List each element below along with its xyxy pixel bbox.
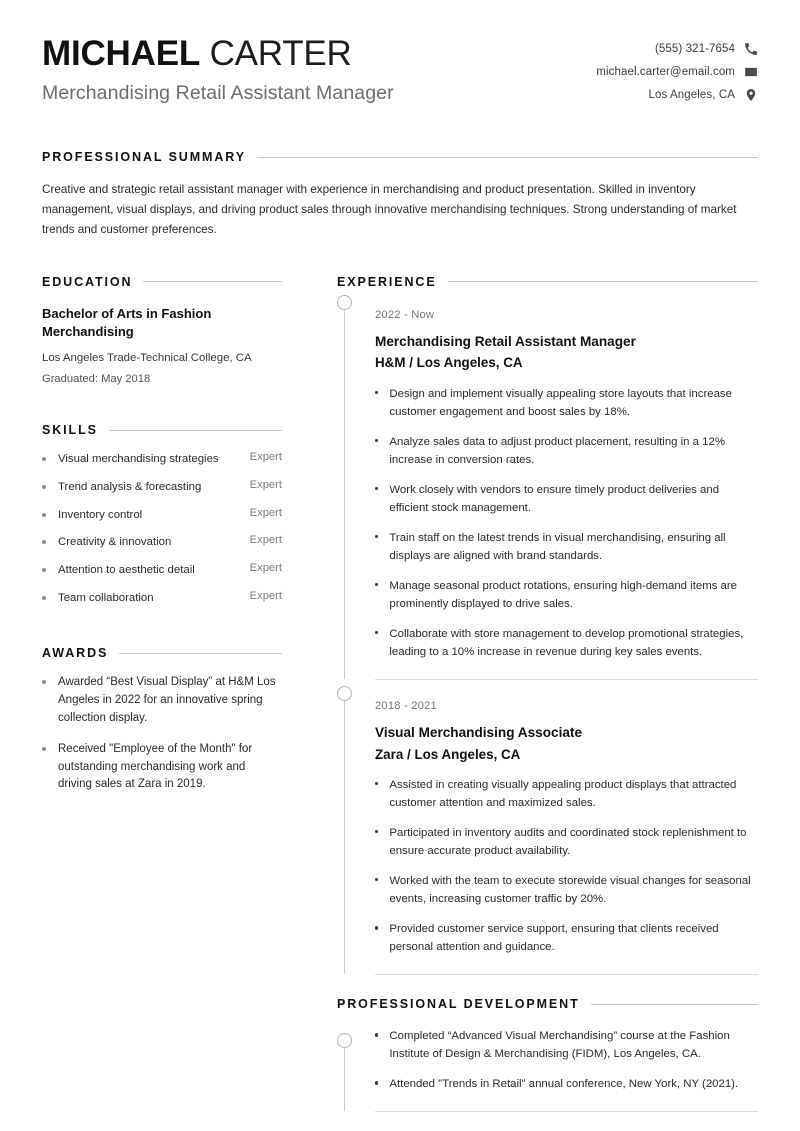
bullet-icon [42, 513, 46, 517]
bullet-text: Worked with the team to execute storewide visual changes for seasonal events, increasing customer traffic by 20%. [389, 875, 751, 906]
bullet-text: Train staff on the latest trends in visual merchandising, ensuring all displays are aligned with brand standards. [389, 531, 726, 562]
timeline-marker-icon [337, 295, 352, 310]
list-item [375, 577, 758, 613]
skills-section [42, 423, 282, 606]
summary-heading [42, 150, 758, 164]
bullet-text: Attended "Trends in Retail" annual conference, New York, NY (2021). [389, 1078, 739, 1091]
experience-bullets [375, 385, 758, 661]
contact-email[interactable] [596, 65, 758, 79]
professional-development-heading [337, 997, 758, 1011]
list-item [375, 433, 758, 469]
list-item [375, 872, 758, 908]
body-columns [42, 275, 758, 1113]
list-item [375, 529, 758, 565]
skills-list [42, 451, 282, 606]
last-name: CARTER [209, 34, 352, 73]
experience-heading-text: EXPERIENCE [337, 274, 437, 289]
bullet-text: Collaborate with store management to develop promotional strategies, leading to a 10% increase in revenue during key sales events. [389, 627, 744, 658]
education-graduation: Graduated: May 2018 [42, 373, 151, 386]
professional-development-bullets [375, 1027, 758, 1093]
list-item [375, 920, 758, 956]
list-item [42, 507, 282, 524]
bullet-icon [375, 487, 378, 490]
list-item [375, 1075, 758, 1093]
timeline-marker-icon [337, 686, 352, 701]
bullet-text: Assisted in creating visually appealing product displays that attracted customer attention and maximized sales. [389, 779, 737, 810]
experience-section [337, 275, 758, 976]
bullet-icon [375, 1081, 378, 1084]
list-item [375, 625, 758, 661]
bullet-icon [375, 1033, 378, 1036]
summary-heading-text: PROFESSIONAL SUMMARY [42, 150, 246, 165]
skill-level: Expert [249, 589, 282, 602]
bullet-icon [375, 782, 378, 785]
awards-section [42, 646, 282, 794]
heading-rule [448, 281, 758, 282]
contact-phone-text: (555) 321-7654 [654, 43, 735, 55]
professional-development-section [337, 997, 758, 1112]
contact-phone[interactable] [655, 42, 758, 56]
skill-name: Creativity & innovation [58, 536, 172, 549]
skills-heading-text: SKILLS [42, 423, 98, 438]
experience-date: 2022 - Now [375, 308, 435, 321]
list-item [42, 674, 282, 727]
bullet-icon [42, 568, 46, 572]
skill-name: Visual merchandising strategies [58, 453, 219, 466]
skill-name: Attention to aesthetic detail [58, 564, 195, 577]
heading-rule [143, 281, 282, 282]
skill-level: Expert [249, 479, 282, 492]
skill-level: Expert [249, 506, 282, 519]
awards-heading [42, 646, 282, 660]
bullet-text: Participated in inventory audits and coordinated stock replenishment to ensure accurate product availability. [389, 827, 747, 858]
professional-development-heading-text: PROFESSIONAL DEVELOPMENT [337, 997, 580, 1012]
resume-header [42, 34, 758, 105]
experience-heading [337, 275, 758, 289]
bullet-icon [375, 631, 378, 634]
experience-item [337, 289, 758, 679]
education-degree: Bachelor of Arts in Fashion Merchandising [42, 305, 212, 340]
bullet-icon [42, 457, 46, 461]
timeline-line [344, 686, 345, 974]
professional-summary-section [42, 150, 758, 240]
email-icon [744, 65, 758, 79]
skills-heading [42, 423, 282, 437]
bullet-icon [375, 830, 378, 833]
education-section [42, 275, 282, 386]
left-column [42, 275, 282, 795]
awards-heading-text: AWARDS [42, 646, 109, 661]
list-item [375, 481, 758, 517]
list-item [42, 741, 282, 794]
list-item [42, 479, 282, 496]
bullet-icon [375, 439, 378, 442]
phone-icon [744, 42, 758, 56]
bullet-icon [42, 680, 46, 684]
list-item [42, 534, 282, 551]
list-item [375, 824, 758, 860]
job-title: Merchandising Retail Assistant Manager [42, 82, 394, 105]
education-heading [42, 275, 282, 289]
education-heading-text: EDUCATION [42, 274, 133, 289]
skill-name: Inventory control [58, 508, 143, 521]
experience-role: Merchandising Retail Assistant Manager [375, 333, 636, 349]
right-column [337, 275, 758, 1113]
heading-rule [591, 1004, 758, 1005]
heading-rule [109, 430, 282, 431]
award-text: Received "Employee of the Month" for outstanding merchandising work and driving sales at Zara in 2019. [58, 742, 253, 791]
bullet-icon [42, 747, 46, 751]
heading-rule [257, 157, 758, 158]
list-item [375, 385, 758, 421]
experience-item [337, 680, 758, 974]
bullet-icon [375, 878, 378, 881]
timeline-marker-icon [337, 1033, 352, 1048]
heading-rule [119, 653, 282, 654]
first-name: MICHAEL [42, 34, 201, 73]
divider [375, 1111, 758, 1112]
bullet-icon [42, 540, 46, 544]
bullet-icon [375, 926, 378, 929]
experience-bullets [375, 776, 758, 956]
professional-development-item [337, 1027, 758, 1111]
skill-level: Expert [249, 451, 282, 464]
skill-name: Team collaboration [58, 591, 154, 604]
list-item [42, 451, 282, 468]
awards-list [42, 674, 282, 794]
skill-level: Expert [249, 562, 282, 575]
bullet-text: Completed “Advanced Visual Merchandising” course at the Fashion Institute of Design & Merchandising (FIDM), Los Angeles, CA. [389, 1030, 730, 1061]
skill-level: Expert [249, 534, 282, 547]
bullet-text: Manage seasonal product rotations, ensuring high-demand items are prominently displayed to drive sales. [389, 579, 738, 610]
experience-company: Zara / Los Angeles, CA [375, 746, 521, 762]
list-item [42, 562, 282, 579]
bullet-icon [375, 583, 378, 586]
list-item [375, 1027, 758, 1063]
full-name [42, 34, 394, 73]
experience-date: 2018 - 2021 [375, 699, 437, 712]
experience-role: Visual Merchandising Associate [375, 724, 582, 740]
summary-text: Creative and strategic retail assistant manager with experience in merchandising and product presentation. Skilled in inventory management, visual displays, and driving product sales through innovative merchandising techniques. Strong understanding of market trends and customer preferences. [42, 183, 737, 237]
bullet-icon [375, 391, 378, 394]
bullet-icon [375, 535, 378, 538]
bullet-text: Provided customer service support, ensuring that clients received personal attention and guidance. [389, 923, 719, 954]
bullet-text: Analyze sales data to adjust product placement, resulting in a 12% increase in conversion rates. [389, 435, 725, 466]
bullet-icon [42, 596, 46, 600]
timeline-line [344, 295, 345, 679]
education-school: Los Angeles Trade-Technical College, CA [42, 352, 252, 365]
contact-location[interactable] [648, 88, 758, 102]
contact-block [596, 34, 758, 102]
bullet-text: Work closely with vendors to ensure timely product deliveries and efficient stock management. [389, 483, 720, 514]
skill-name: Trend analysis & forecasting [58, 481, 202, 494]
contact-location-text: Los Angeles, CA [648, 89, 735, 101]
bullet-icon [42, 485, 46, 489]
identity-block [42, 34, 394, 105]
experience-company: H&M / Los Angeles, CA [375, 355, 523, 371]
bullet-text: Design and implement visually appealing store layouts that increase customer engagement and boost sales by 18%. [389, 387, 732, 418]
list-item [375, 776, 758, 812]
location-icon [744, 88, 758, 102]
award-text: Awarded “Best Visual Display” at H&M Los Angeles in 2022 for an innovative spring collection display. [58, 676, 276, 724]
divider [375, 974, 758, 975]
contact-email-text: michael.carter@email.com [596, 66, 735, 78]
list-item [42, 590, 282, 607]
